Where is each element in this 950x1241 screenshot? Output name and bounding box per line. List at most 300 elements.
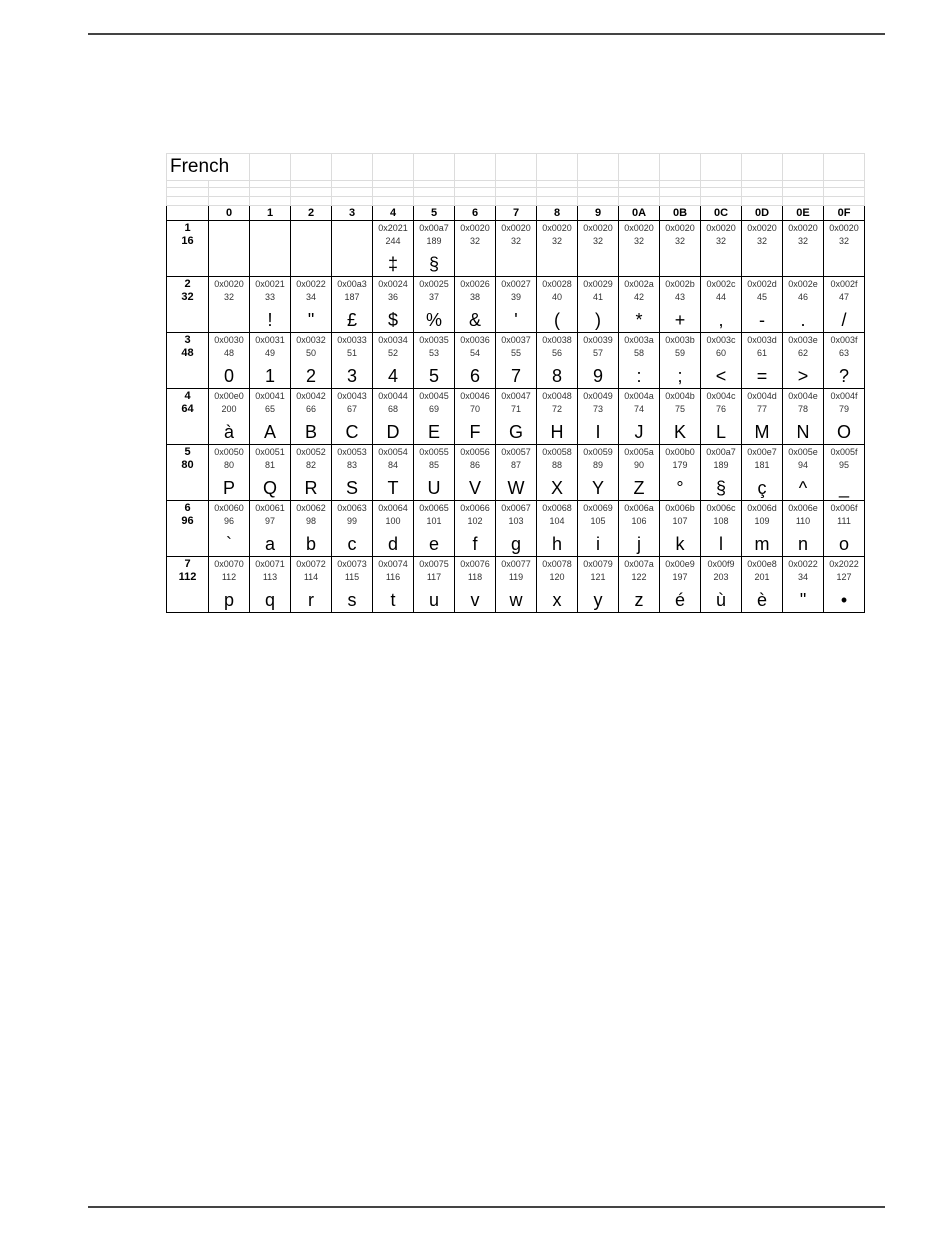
decimal-code-cell	[291, 234, 332, 247]
glyph-cell: <	[701, 359, 742, 389]
hex-code-cell: 0x002d	[742, 277, 783, 291]
hex-code-cell: 0x0020	[537, 221, 578, 235]
grid-cell	[455, 188, 496, 197]
decimal-code-cell: 68	[373, 402, 414, 415]
hex-code-cell: 0x0058	[537, 445, 578, 459]
hex-code-cell: 0x002f	[824, 277, 865, 291]
row-label-spacer	[167, 303, 209, 333]
glyph-cell: &	[455, 303, 496, 333]
grid-cell	[660, 197, 701, 206]
decimal-row	[167, 570, 865, 583]
glyph-cell: 4	[373, 359, 414, 389]
grid-cell	[167, 197, 209, 206]
glyph-cell: °	[660, 471, 701, 501]
decimal-code-cell: 82	[291, 458, 332, 471]
decimal-code-cell: 189	[414, 234, 455, 247]
grid-cell	[167, 188, 209, 197]
decimal-code-cell: 100	[373, 514, 414, 527]
hex-row	[167, 501, 865, 515]
grid-cell	[701, 197, 742, 206]
grid-cell	[332, 197, 373, 206]
glyph-cell: 3	[332, 359, 373, 389]
decimal-code-cell: 95	[824, 458, 865, 471]
glyph-cell: j	[619, 527, 660, 557]
grid-cell	[209, 188, 250, 197]
row-base-value: 80	[167, 458, 209, 471]
decimal-code-cell: 104	[537, 514, 578, 527]
decimal-code-cell: 32	[578, 234, 619, 247]
column-header: 0B	[660, 206, 701, 221]
hex-code-cell: 0x0047	[496, 389, 537, 403]
glyph-cell: N	[783, 415, 824, 445]
hex-row	[167, 389, 865, 403]
grid-cell	[373, 188, 414, 197]
decimal-code-cell: 81	[250, 458, 291, 471]
grid-cell	[537, 188, 578, 197]
grid-cell	[291, 197, 332, 206]
decimal-code-cell: 51	[332, 346, 373, 359]
glyph-cell: M	[742, 415, 783, 445]
decimal-code-cell: 55	[496, 346, 537, 359]
grid-cell	[701, 154, 742, 181]
decimal-code-cell: 114	[291, 570, 332, 583]
decimal-code-cell: 87	[496, 458, 537, 471]
hex-code-cell: 0x007a	[619, 557, 660, 571]
hex-code-cell: 0x0043	[332, 389, 373, 403]
glyph-cell	[455, 247, 496, 277]
grid-cell	[373, 181, 414, 188]
decimal-code-cell: 106	[619, 514, 660, 527]
decimal-code-cell: 63	[824, 346, 865, 359]
hex-code-cell: 0x00a7	[414, 221, 455, 235]
column-header-row	[167, 206, 865, 221]
decimal-code-cell: 97	[250, 514, 291, 527]
grid-cell	[578, 188, 619, 197]
grid-cell	[660, 154, 701, 181]
glyph-cell: w	[496, 583, 537, 613]
decimal-code-cell: 65	[250, 402, 291, 415]
glyph-cell: t	[373, 583, 414, 613]
hex-code-cell: 0x0049	[578, 389, 619, 403]
decimal-code-cell: 99	[332, 514, 373, 527]
glyph-cell: *	[619, 303, 660, 333]
hex-code-cell	[332, 221, 373, 235]
decimal-code-cell: 34	[291, 290, 332, 303]
glyph-cell: :	[619, 359, 660, 389]
row-label: 4	[167, 389, 209, 403]
glyph-cell: h	[537, 527, 578, 557]
decimal-code-cell	[209, 234, 250, 247]
grid-cell	[783, 181, 824, 188]
grid-cell	[332, 154, 373, 181]
decimal-code-cell: 47	[824, 290, 865, 303]
glyph-cell: G	[496, 415, 537, 445]
grid-cell	[824, 188, 865, 197]
decimal-code-cell: 94	[783, 458, 824, 471]
decimal-code-cell: 179	[660, 458, 701, 471]
glyph-cell: K	[660, 415, 701, 445]
character-table	[166, 153, 865, 613]
decimal-code-cell: 50	[291, 346, 332, 359]
glyph-cell: l	[701, 527, 742, 557]
glyph-row	[167, 471, 865, 501]
hex-code-cell: 0x0077	[496, 557, 537, 571]
grid-cell	[824, 181, 865, 188]
grid-cell	[783, 197, 824, 206]
grid-cell	[209, 181, 250, 188]
grid-cell	[537, 154, 578, 181]
hex-code-cell: 0x0050	[209, 445, 250, 459]
hex-code-cell: 0x0020	[619, 221, 660, 235]
hex-row	[167, 445, 865, 459]
glyph-cell: H	[537, 415, 578, 445]
column-header: 4	[373, 206, 414, 221]
decimal-code-cell: 53	[414, 346, 455, 359]
decimal-row	[167, 234, 865, 247]
decimal-code-cell: 112	[209, 570, 250, 583]
hex-code-cell: 0x0061	[250, 501, 291, 515]
decimal-code-cell: 33	[250, 290, 291, 303]
column-header: 6	[455, 206, 496, 221]
hex-code-cell: 0x0028	[537, 277, 578, 291]
hex-code-cell: 0x002e	[783, 277, 824, 291]
hex-code-cell: 0x006d	[742, 501, 783, 515]
decimal-code-cell: 98	[291, 514, 332, 527]
decimal-code-cell: 116	[373, 570, 414, 583]
grid-cell	[373, 154, 414, 181]
grid-cell	[414, 181, 455, 188]
decimal-code-cell: 32	[537, 234, 578, 247]
glyph-row	[167, 303, 865, 333]
hex-code-cell: 0x0020	[496, 221, 537, 235]
hex-code-cell: 0x0034	[373, 333, 414, 347]
glyph-cell: "	[291, 303, 332, 333]
row-label: 7	[167, 557, 209, 571]
glyph-cell: Z	[619, 471, 660, 501]
grid-cell	[250, 188, 291, 197]
glyph-cell: "	[783, 583, 824, 613]
decimal-row	[167, 290, 865, 303]
grid-cell	[537, 181, 578, 188]
column-header: 7	[496, 206, 537, 221]
decimal-code-cell: 73	[578, 402, 619, 415]
hex-code-cell: 0x00b0	[660, 445, 701, 459]
grid-cell	[455, 154, 496, 181]
grid-cell	[496, 188, 537, 197]
decimal-code-cell: 78	[783, 402, 824, 415]
glyph-cell	[578, 247, 619, 277]
decimal-code-cell: 67	[332, 402, 373, 415]
glyph-cell	[250, 247, 291, 277]
hex-code-cell: 0x0042	[291, 389, 332, 403]
glyph-cell: =	[742, 359, 783, 389]
glyph-cell: m	[742, 527, 783, 557]
grid-cell	[537, 197, 578, 206]
glyph-cell: W	[496, 471, 537, 501]
glyph-cell: O	[824, 415, 865, 445]
decimal-code-cell: 56	[537, 346, 578, 359]
decimal-code-cell: 61	[742, 346, 783, 359]
hex-code-cell: 0x0070	[209, 557, 250, 571]
hex-code-cell: 0x003b	[660, 333, 701, 347]
hex-code-cell: 0x2021	[373, 221, 414, 235]
decimal-code-cell: 32	[496, 234, 537, 247]
hex-row	[167, 557, 865, 571]
glyph-cell: £	[332, 303, 373, 333]
grid-cell	[250, 181, 291, 188]
decimal-code-cell: 85	[414, 458, 455, 471]
decimal-code-cell: 77	[742, 402, 783, 415]
glyph-cell	[660, 247, 701, 277]
hex-code-cell: 0x0072	[291, 557, 332, 571]
glyph-cell: ,	[701, 303, 742, 333]
decimal-code-cell: 127	[824, 570, 865, 583]
grid-cell	[742, 188, 783, 197]
hex-row	[167, 333, 865, 347]
decimal-code-cell: 41	[578, 290, 619, 303]
hex-code-cell: 0x006f	[824, 501, 865, 515]
grid-cell	[578, 181, 619, 188]
hex-code-cell: 0x0044	[373, 389, 414, 403]
glyph-cell	[332, 247, 373, 277]
grid-cell	[701, 188, 742, 197]
glyph-cell: o	[824, 527, 865, 557]
glyph-cell	[209, 247, 250, 277]
hex-code-cell: 0x0076	[455, 557, 496, 571]
hex-code-cell: 0x0029	[578, 277, 619, 291]
decimal-row	[167, 402, 865, 415]
hex-code-cell	[209, 221, 250, 235]
hex-code-cell: 0x0025	[414, 277, 455, 291]
hex-code-cell: 0x0065	[414, 501, 455, 515]
glyph-cell	[209, 303, 250, 333]
decimal-code-cell: 187	[332, 290, 373, 303]
hex-code-cell: 0x004b	[660, 389, 701, 403]
decimal-code-cell: 70	[455, 402, 496, 415]
column-header: 0	[209, 206, 250, 221]
decimal-code-cell: 115	[332, 570, 373, 583]
decimal-code-cell: 32	[742, 234, 783, 247]
glyph-cell: R	[291, 471, 332, 501]
hex-code-cell: 0x004f	[824, 389, 865, 403]
hex-code-cell: 0x0020	[578, 221, 619, 235]
glyph-cell: %	[414, 303, 455, 333]
glyph-cell: 8	[537, 359, 578, 389]
glyph-cell: J	[619, 415, 660, 445]
hex-code-cell: 0x002b	[660, 277, 701, 291]
glyph-cell: '	[496, 303, 537, 333]
decimal-code-cell: 58	[619, 346, 660, 359]
glyph-cell: X	[537, 471, 578, 501]
glyph-cell: 2	[291, 359, 332, 389]
glyph-row	[167, 583, 865, 613]
glyph-cell: >	[783, 359, 824, 389]
glyph-cell: g	[496, 527, 537, 557]
glyph-cell: ?	[824, 359, 865, 389]
hex-code-cell: 0x0037	[496, 333, 537, 347]
hex-code-cell: 0x0060	[209, 501, 250, 515]
glyph-cell: !	[250, 303, 291, 333]
hex-code-cell: 0x003e	[783, 333, 824, 347]
hex-code-cell: 0x2022	[824, 557, 865, 571]
column-header: 0C	[701, 206, 742, 221]
decimal-code-cell: 45	[742, 290, 783, 303]
hex-code-cell	[250, 221, 291, 235]
decimal-code-cell: 197	[660, 570, 701, 583]
header-corner	[167, 206, 209, 221]
decimal-code-cell: 86	[455, 458, 496, 471]
decimal-row	[167, 458, 865, 471]
column-header: 9	[578, 206, 619, 221]
hex-code-cell: 0x0024	[373, 277, 414, 291]
column-header: 8	[537, 206, 578, 221]
decimal-code-cell: 203	[701, 570, 742, 583]
glyph-row	[167, 527, 865, 557]
grid-cell	[332, 188, 373, 197]
row-label-spacer	[167, 583, 209, 613]
glyph-cell: 7	[496, 359, 537, 389]
column-header: 2	[291, 206, 332, 221]
row-label: 5	[167, 445, 209, 459]
decimal-code-cell: 32	[455, 234, 496, 247]
column-header: 5	[414, 206, 455, 221]
glyph-cell: ;	[660, 359, 701, 389]
row-base-value: 96	[167, 514, 209, 527]
glyph-cell: f	[455, 527, 496, 557]
hex-code-cell: 0x00e0	[209, 389, 250, 403]
hex-code-cell: 0x0021	[250, 277, 291, 291]
decimal-code-cell: 75	[660, 402, 701, 415]
glyph-cell: d	[373, 527, 414, 557]
grid-cell	[373, 197, 414, 206]
column-header: 0D	[742, 206, 783, 221]
glyph-cell: q	[250, 583, 291, 613]
hex-code-cell: 0x0057	[496, 445, 537, 459]
grid-cell	[783, 188, 824, 197]
glyph-cell: _	[824, 471, 865, 501]
glyph-cell: z	[619, 583, 660, 613]
hex-code-cell: 0x0075	[414, 557, 455, 571]
decimal-code-cell: 71	[496, 402, 537, 415]
glyph-cell: r	[291, 583, 332, 613]
hex-code-cell: 0x0020	[209, 277, 250, 291]
grid-cell	[496, 181, 537, 188]
glyph-cell: U	[414, 471, 455, 501]
glyph-cell: P	[209, 471, 250, 501]
hex-code-cell: 0x0020	[701, 221, 742, 235]
hex-code-cell: 0x0039	[578, 333, 619, 347]
grid-cell	[578, 197, 619, 206]
decimal-row	[167, 514, 865, 527]
decimal-code-cell: 38	[455, 290, 496, 303]
footer-rule	[88, 1206, 885, 1208]
glyph-cell: s	[332, 583, 373, 613]
sheet-title: French	[167, 154, 250, 181]
glyph-cell: 9	[578, 359, 619, 389]
grid-cell	[250, 154, 291, 181]
hex-code-cell: 0x0020	[742, 221, 783, 235]
grid-cell	[619, 188, 660, 197]
hex-code-cell: 0x0055	[414, 445, 455, 459]
glyph-cell: ç	[742, 471, 783, 501]
grid-cell	[291, 188, 332, 197]
hex-code-cell: 0x006e	[783, 501, 824, 515]
grid-cell	[209, 197, 250, 206]
decimal-code-cell: 36	[373, 290, 414, 303]
decimal-code-cell: 59	[660, 346, 701, 359]
glyph-cell: §	[701, 471, 742, 501]
grid-cell	[414, 188, 455, 197]
glyph-cell: k	[660, 527, 701, 557]
grid-cell	[824, 154, 865, 181]
decimal-code-cell: 101	[414, 514, 455, 527]
decimal-code-cell: 119	[496, 570, 537, 583]
grid-cell	[824, 197, 865, 206]
decimal-code-cell: 34	[783, 570, 824, 583]
hex-code-cell: 0x0074	[373, 557, 414, 571]
glyph-row	[167, 247, 865, 277]
decimal-code-cell: 72	[537, 402, 578, 415]
decimal-code-cell: 37	[414, 290, 455, 303]
decimal-code-cell: 117	[414, 570, 455, 583]
glyph-cell: 0	[209, 359, 250, 389]
grid-cell	[291, 181, 332, 188]
decimal-code-cell: 52	[373, 346, 414, 359]
glyph-cell: L	[701, 415, 742, 445]
hex-code-cell: 0x0056	[455, 445, 496, 459]
glyph-cell: p	[209, 583, 250, 613]
decimal-code-cell: 57	[578, 346, 619, 359]
glyph-cell: v	[455, 583, 496, 613]
glyph-cell: I	[578, 415, 619, 445]
grid-cell	[783, 154, 824, 181]
decimal-code-cell: 83	[332, 458, 373, 471]
hex-code-cell: 0x0031	[250, 333, 291, 347]
hex-code-cell: 0x004d	[742, 389, 783, 403]
glyph-cell: é	[660, 583, 701, 613]
decimal-code-cell: 48	[209, 346, 250, 359]
grid-cell	[742, 154, 783, 181]
glyph-cell: i	[578, 527, 619, 557]
decimal-code-cell: 32	[701, 234, 742, 247]
glyph-cell	[619, 247, 660, 277]
decimal-code-cell: 201	[742, 570, 783, 583]
row-base-value: 32	[167, 290, 209, 303]
hex-code-cell: 0x0020	[455, 221, 496, 235]
decimal-code-cell: 189	[701, 458, 742, 471]
glyph-cell: ^	[783, 471, 824, 501]
hex-code-cell: 0x00a7	[701, 445, 742, 459]
glyph-cell: u	[414, 583, 455, 613]
hex-code-cell: 0x003d	[742, 333, 783, 347]
column-header: 0A	[619, 206, 660, 221]
column-header: 0F	[824, 206, 865, 221]
decimal-code-cell: 44	[701, 290, 742, 303]
row-base-value: 16	[167, 234, 209, 247]
hex-code-cell: 0x006c	[701, 501, 742, 515]
decimal-code-cell: 88	[537, 458, 578, 471]
hex-code-cell: 0x00e9	[660, 557, 701, 571]
grid-cell	[619, 181, 660, 188]
decimal-code-cell: 103	[496, 514, 537, 527]
row-label: 6	[167, 501, 209, 515]
hex-code-cell: 0x0052	[291, 445, 332, 459]
hex-code-cell: 0x0026	[455, 277, 496, 291]
decimal-code-cell: 107	[660, 514, 701, 527]
grid-cell	[619, 154, 660, 181]
hex-code-cell: 0x0020	[824, 221, 865, 235]
hex-code-cell: 0x0066	[455, 501, 496, 515]
